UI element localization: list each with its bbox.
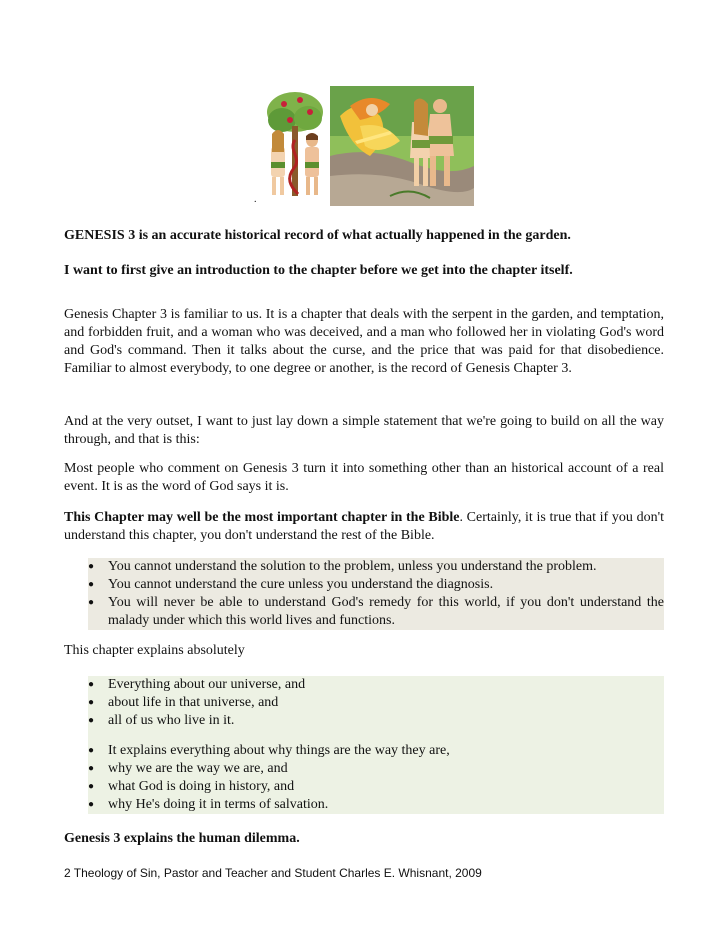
paragraph-most-important [64,509,664,545]
list-item: ● what God is doing in history, and [88,778,664,796]
list-item: ● You will never be able to understand God's remedy for this world, if you don't understand the malady under which this world lives and functions. [88,594,664,630]
why-things-list [88,742,664,814]
most-important-rest: . Certainly, it is true that if you don't understand this chapter, you don't understand the rest of the Bible. [64,510,665,543]
paragraph-explains-absolutely: This chapter explains absolutely [64,643,245,658]
page-footer: 2 Theology of Sin, Pastor and Teacher and Student Charles E. Whisnant, 2009 [64,866,482,880]
list-item: ● all of us who live in it. [88,712,664,730]
list-item: ● You cannot understand the cure unless you understand the diagnosis. [88,576,664,594]
paragraph-outset: And at the very outset, I want to just lay down a simple statement that we're going to build on all the way through, and that is this: [64,414,664,447]
paragraph-most-people: Most people who comment on Genesis 3 turn it into something other than an historical account of a real event. It is as the word of God says it is. [64,461,664,494]
adam-and-eve-tree-illustration [262,90,328,198]
closing-human-dilemma: Genesis 3 explains the human dilemma. [64,831,300,846]
heading-introduction: I want to first give an introduction to the chapter before we get into the chapter itself. [64,263,573,278]
understanding-list-box [88,558,664,630]
universe-list [88,676,664,730]
expulsion-from-garden-illustration [330,86,474,206]
list-item: ● You cannot understand the solution to the problem, unless you understand the problem. [88,558,664,576]
list-item: ● It explains everything about why things are the way they are, [88,742,664,760]
universe-list-box [88,676,664,814]
paragraph-familiar: Genesis Chapter 3 is familiar to us. It is a chapter that deals with the serpent in the garden, and temptation, and forbidden fruit, and a woman who was deceived, and a man who followed her in violating God's word and God's command. Then it talks about the curse, and the price that was paid for that disobedience. Familiar to almost everybody, to one degree or another, is the record of Genesis Chapter 3. [64,307,664,376]
list-item: ● Everything about our universe, and [88,676,664,694]
list-item: ● about life in that universe, and [88,694,664,712]
understanding-list [88,558,664,630]
most-important-bold: This Chapter may well be the most important chapter in the Bible [64,510,460,525]
list-item: ● why we are the way we are, and [88,760,664,778]
heading-historical-record: GENESIS 3 is an accurate historical record of what actually happened in the garden. [64,228,571,243]
genesis-clipart [262,86,474,206]
image-caption-dot: . [254,194,257,205]
list-spacer [88,730,664,742]
list-item: ● why He's doing it in terms of salvation. [88,796,664,814]
